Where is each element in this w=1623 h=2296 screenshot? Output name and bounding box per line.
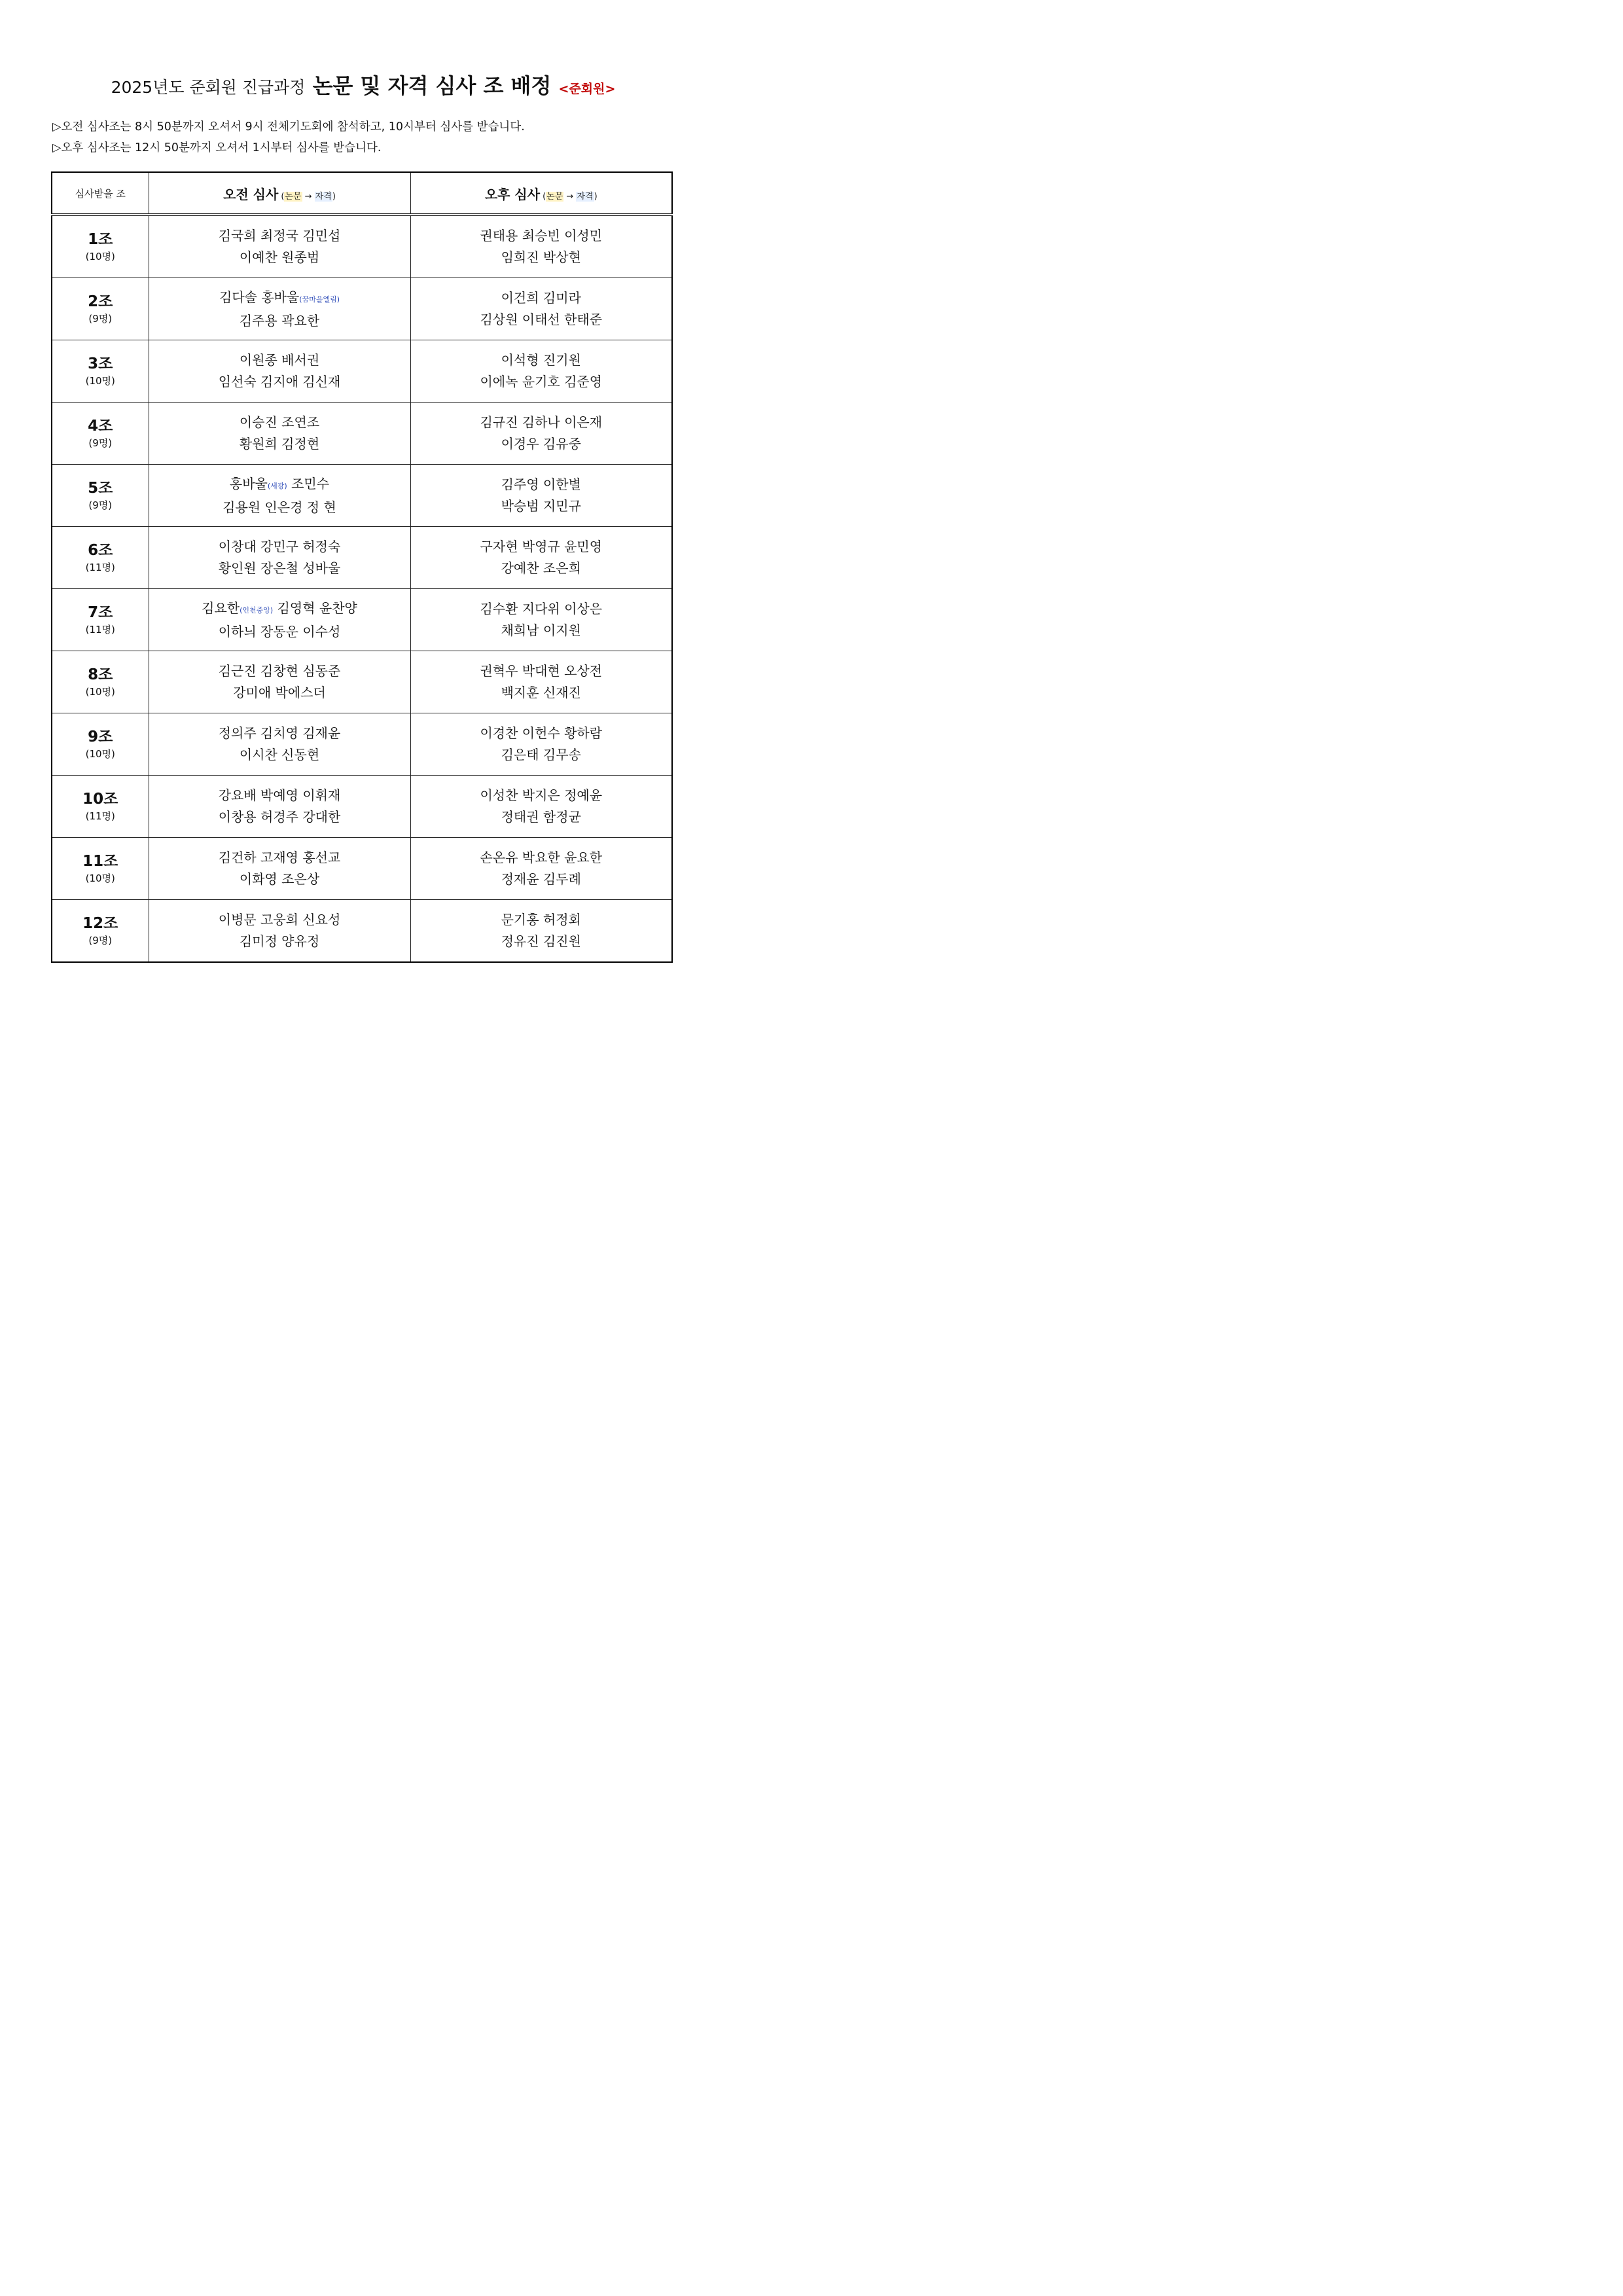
table-row bbox=[52, 403, 672, 465]
group-cell bbox=[52, 215, 149, 278]
table-row bbox=[52, 589, 672, 651]
group-cell bbox=[52, 278, 149, 340]
morning-cell bbox=[149, 403, 410, 465]
morning-line-1: 이원종 배서권 bbox=[239, 352, 320, 368]
group-label: 8조 bbox=[88, 666, 113, 683]
page-title bbox=[0, 69, 726, 99]
afternoon-cell bbox=[410, 900, 672, 963]
morning-line-2: 강미애 박에스더 bbox=[233, 685, 326, 700]
morning-line-1: 정의주 김치영 김재윤 bbox=[218, 725, 341, 741]
title-main: 논문 및 자격 심사 조 배정 bbox=[312, 73, 552, 98]
morning-line-1: 홍바울(세광) 조민수 bbox=[229, 475, 330, 492]
morning-cell bbox=[149, 527, 410, 589]
afternoon-cell bbox=[410, 403, 672, 465]
morning-line-2: 황원희 김정현 bbox=[239, 436, 320, 452]
afternoon-cell bbox=[410, 215, 672, 278]
afternoon-cell bbox=[410, 589, 672, 651]
afternoon-line-2: 채희남 이지원 bbox=[501, 622, 581, 638]
group-count: (10명) bbox=[85, 251, 115, 262]
afternoon-line-1: 김규진 김하나 이은재 bbox=[480, 414, 603, 430]
morning-line-1: 이창대 강민구 허정숙 bbox=[218, 539, 341, 554]
afternoon-cell bbox=[410, 776, 672, 838]
morning-line-1: 김국희 최정국 김민섭 bbox=[218, 228, 341, 243]
morning-line-2: 임선숙 김지애 김신재 bbox=[218, 374, 341, 389]
afternoon-line-1: 권혁우 박대현 오상전 bbox=[480, 663, 603, 679]
table-row bbox=[52, 838, 672, 900]
morning-line-1: 김요한(인천중앙) 김영혁 윤찬양 bbox=[202, 600, 357, 616]
group-label: 11조 bbox=[82, 853, 118, 870]
group-label: 4조 bbox=[88, 418, 113, 435]
group-count: (9명) bbox=[88, 499, 113, 511]
afternoon-line-2: 박승범 지민규 bbox=[501, 498, 581, 514]
title-tag: <준회원> bbox=[558, 82, 616, 96]
morning-cell bbox=[149, 713, 410, 776]
group-count: (10명) bbox=[85, 686, 115, 698]
afternoon-line-2: 김은태 김무송 bbox=[501, 747, 581, 762]
group-cell bbox=[52, 589, 149, 651]
group-label: 12조 bbox=[82, 915, 118, 932]
table-row bbox=[52, 651, 672, 713]
afternoon-line-1: 이성찬 박지은 정예윤 bbox=[480, 787, 603, 803]
group-cell bbox=[52, 713, 149, 776]
afternoon-line-1: 김수환 지다위 이상은 bbox=[480, 601, 603, 617]
group-count: (9명) bbox=[88, 437, 113, 449]
group-count: (10명) bbox=[85, 375, 115, 387]
afternoon-line-1: 김주영 이한별 bbox=[501, 476, 581, 492]
group-count: (9명) bbox=[88, 935, 113, 946]
afternoon-line-1: 구자현 박영규 윤민영 bbox=[480, 539, 603, 554]
church-note: (꿈마을엘림) bbox=[299, 295, 340, 304]
morning-line-2: 이예찬 원종범 bbox=[239, 249, 320, 265]
group-label: 9조 bbox=[88, 728, 113, 745]
table-row bbox=[52, 900, 672, 963]
morning-line-2: 이창용 허경주 강대한 bbox=[218, 809, 341, 825]
group-label: 6조 bbox=[88, 542, 113, 559]
group-label: 10조 bbox=[82, 791, 118, 808]
table-row bbox=[52, 527, 672, 589]
afternoon-cell bbox=[410, 340, 672, 403]
morning-cell bbox=[149, 589, 410, 651]
morning-line-1: 강요배 박예영 이휘재 bbox=[218, 787, 341, 803]
afternoon-cell bbox=[410, 713, 672, 776]
notice-afternoon: ▷오후 심사조는 12시 50분까지 오셔서 1시부터 심사를 받습니다. bbox=[52, 141, 382, 154]
header-group: 심사받을 조 bbox=[52, 172, 149, 215]
morning-line-2: 김용원 인은경 정 현 bbox=[223, 499, 336, 515]
morning-line-1: 이승진 조연조 bbox=[239, 414, 320, 430]
group-label: 5조 bbox=[88, 480, 113, 497]
morning-cell bbox=[149, 340, 410, 403]
morning-cell bbox=[149, 465, 410, 527]
afternoon-line-2: 임희진 박상현 bbox=[501, 249, 581, 265]
group-cell bbox=[52, 838, 149, 900]
notice-morning: ▷오전 심사조는 8시 50분까지 오셔서 9시 전체기도회에 참석하고, 10시부터 심사를 받습니다. bbox=[52, 120, 525, 134]
afternoon-line-2: 강예찬 조은희 bbox=[501, 560, 581, 576]
group-cell bbox=[52, 651, 149, 713]
group-cell bbox=[52, 776, 149, 838]
group-cell bbox=[52, 527, 149, 589]
header-afternoon: 오후 심사 (논문 → 자격) bbox=[410, 172, 672, 215]
morning-cell bbox=[149, 776, 410, 838]
group-cell bbox=[52, 465, 149, 527]
afternoon-cell bbox=[410, 527, 672, 589]
group-cell bbox=[52, 340, 149, 403]
afternoon-line-2: 정재윤 김두례 bbox=[501, 871, 581, 887]
morning-line-2: 이화영 조은상 bbox=[239, 871, 320, 887]
afternoon-line-1: 이건희 김미라 bbox=[501, 290, 581, 306]
group-label: 2조 bbox=[88, 293, 113, 310]
morning-line-2: 김미정 양유정 bbox=[239, 933, 320, 949]
afternoon-line-2: 정태권 함정균 bbox=[501, 809, 581, 825]
header-morning: 오전 심사 (논문 → 자격) bbox=[149, 172, 410, 215]
table-row bbox=[52, 340, 672, 403]
group-cell bbox=[52, 900, 149, 963]
group-count: (10명) bbox=[85, 872, 115, 884]
schedule-table bbox=[51, 171, 673, 963]
afternoon-line-2: 이에녹 윤기호 김준영 bbox=[480, 374, 603, 389]
afternoon-line-1: 문기홍 허정회 bbox=[501, 912, 581, 927]
table-row bbox=[52, 713, 672, 776]
group-label: 1조 bbox=[88, 231, 113, 248]
table-header-row bbox=[52, 172, 672, 215]
group-count: (11명) bbox=[85, 810, 115, 822]
afternoon-cell bbox=[410, 651, 672, 713]
afternoon-line-2: 백지훈 신재진 bbox=[501, 685, 581, 700]
group-count: (11명) bbox=[85, 624, 115, 636]
title-course: 2025년도 준회원 진급과정 bbox=[111, 78, 306, 97]
group-count: (10명) bbox=[85, 748, 115, 760]
church-note: (인천중앙) bbox=[240, 605, 274, 615]
afternoon-line-1: 이경찬 이헌수 황하람 bbox=[480, 725, 603, 741]
group-count: (9명) bbox=[88, 313, 113, 325]
afternoon-line-2: 이경우 김유중 bbox=[501, 436, 581, 452]
afternoon-cell bbox=[410, 838, 672, 900]
group-cell bbox=[52, 403, 149, 465]
afternoon-line-1: 손온유 박요한 윤요한 bbox=[480, 850, 603, 865]
group-label: 3조 bbox=[88, 355, 113, 372]
table-row bbox=[52, 278, 672, 340]
table-row bbox=[52, 465, 672, 527]
morning-line-1: 김다솔 홍바울(꿈마을엘림) bbox=[219, 289, 340, 305]
afternoon-line-2: 정유진 김진원 bbox=[501, 933, 581, 949]
morning-cell bbox=[149, 838, 410, 900]
group-count: (11명) bbox=[85, 562, 115, 573]
morning-line-1: 이병문 고웅희 신요성 bbox=[218, 912, 341, 927]
table-row bbox=[52, 215, 672, 278]
group-label: 7조 bbox=[88, 604, 113, 621]
afternoon-line-1: 이석형 진기원 bbox=[501, 352, 581, 368]
morning-line-2: 김주용 곽요한 bbox=[239, 312, 320, 329]
morning-cell bbox=[149, 215, 410, 278]
afternoon-cell bbox=[410, 278, 672, 340]
morning-line-2: 이시찬 신동현 bbox=[239, 747, 320, 762]
afternoon-cell bbox=[410, 465, 672, 527]
table-row bbox=[52, 776, 672, 838]
morning-line-1: 김건하 고재영 홍선교 bbox=[218, 850, 341, 865]
morning-cell bbox=[149, 278, 410, 340]
afternoon-line-1: 권태용 최승빈 이성민 bbox=[480, 228, 603, 243]
morning-line-2: 황인원 장은철 성바울 bbox=[218, 560, 341, 576]
morning-line-2: 이하늬 장동운 이수성 bbox=[218, 623, 341, 639]
church-note: (세광) bbox=[267, 481, 287, 490]
afternoon-line-2: 김상원 이태선 한태준 bbox=[480, 312, 603, 327]
morning-cell bbox=[149, 900, 410, 963]
morning-cell bbox=[149, 651, 410, 713]
morning-line-1: 김근진 김창현 심동준 bbox=[218, 663, 341, 679]
